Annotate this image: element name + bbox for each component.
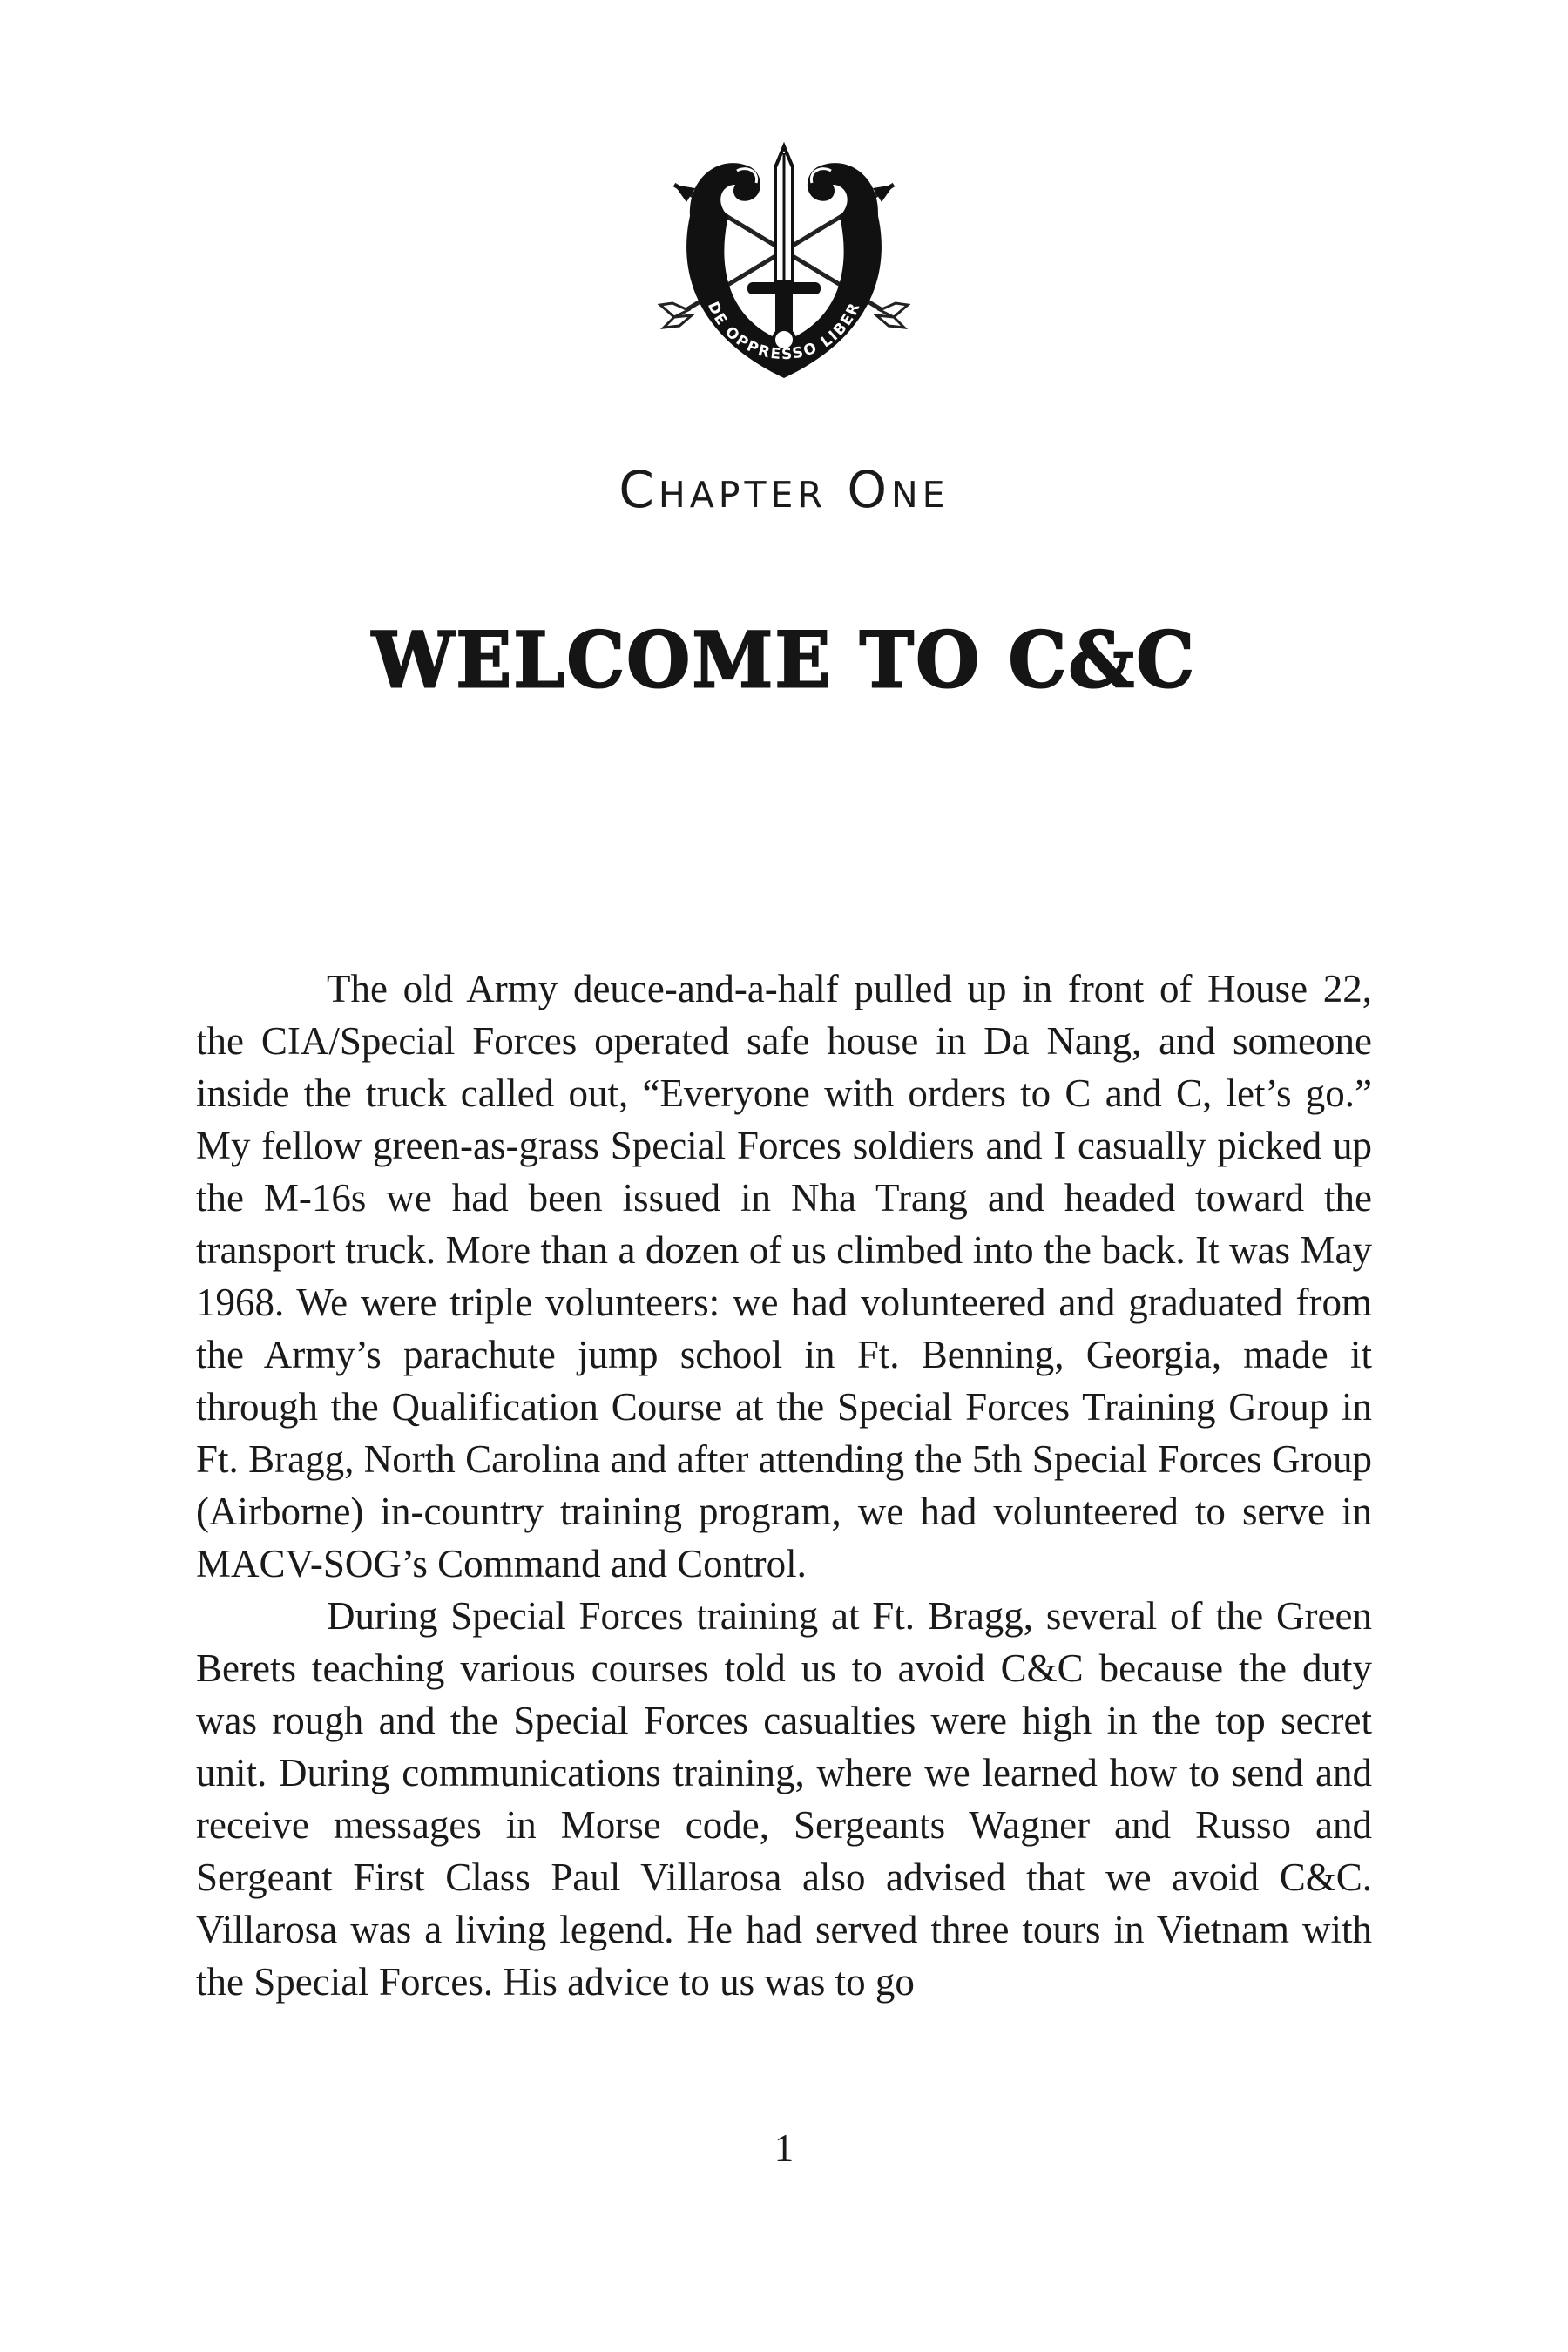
page-number: 1	[774, 2126, 794, 2170]
paragraph: During Special Forces training at Ft. Bragg, several of the Green Berets teaching various courses told us to avoid C&C because the duty was rough and the Special Forces casualties were high in the top secret unit. During communications training, where we learned how to send and receive messages in Morse code, Sergeants Wagner and Russo and Sergeant First Class Paul Villarosa also advised that we avoid C&C. Villarosa was a living legend. He had served three tours in Vietnam with the Special Forces. His advice to us was to go	[196, 1594, 1372, 2004]
body-text	[196, 963, 1372, 2008]
chapter-title: WELCOME TO C&C	[371, 614, 1197, 706]
paragraph: The old Army deuce-and-a-half pulled up in front of House 22, the CIA/Special Forces operated safe house in Da Nang, and someone inside the truck called out, “Everyone with orders to C and C, let’s go.” My fellow green-as-grass Special Forces soldiers and I casually picked up the M-16s we had been issued in Nha Trang and headed toward the transport truck. More than a dozen of us climbed into the back. It was May 1968. We were triple volunteers: we had volunteered and graduated from the Army’s parachute jump school in Ft. Benning, Georgia, made it through the Qualification Course at the Special Forces Training Group in Ft. Bragg, North Carolina and after attending the 5th Special Forces Group (Airborne) in-country training program, we had volunteered to serve in MACV-SOG’s Command and Control.	[196, 967, 1372, 1585]
insignia-motto: DE OPPRESSO LIBER	[703, 299, 865, 364]
chapter-label: Chapter One	[618, 460, 950, 519]
special-forces-crest-icon	[653, 132, 915, 404]
